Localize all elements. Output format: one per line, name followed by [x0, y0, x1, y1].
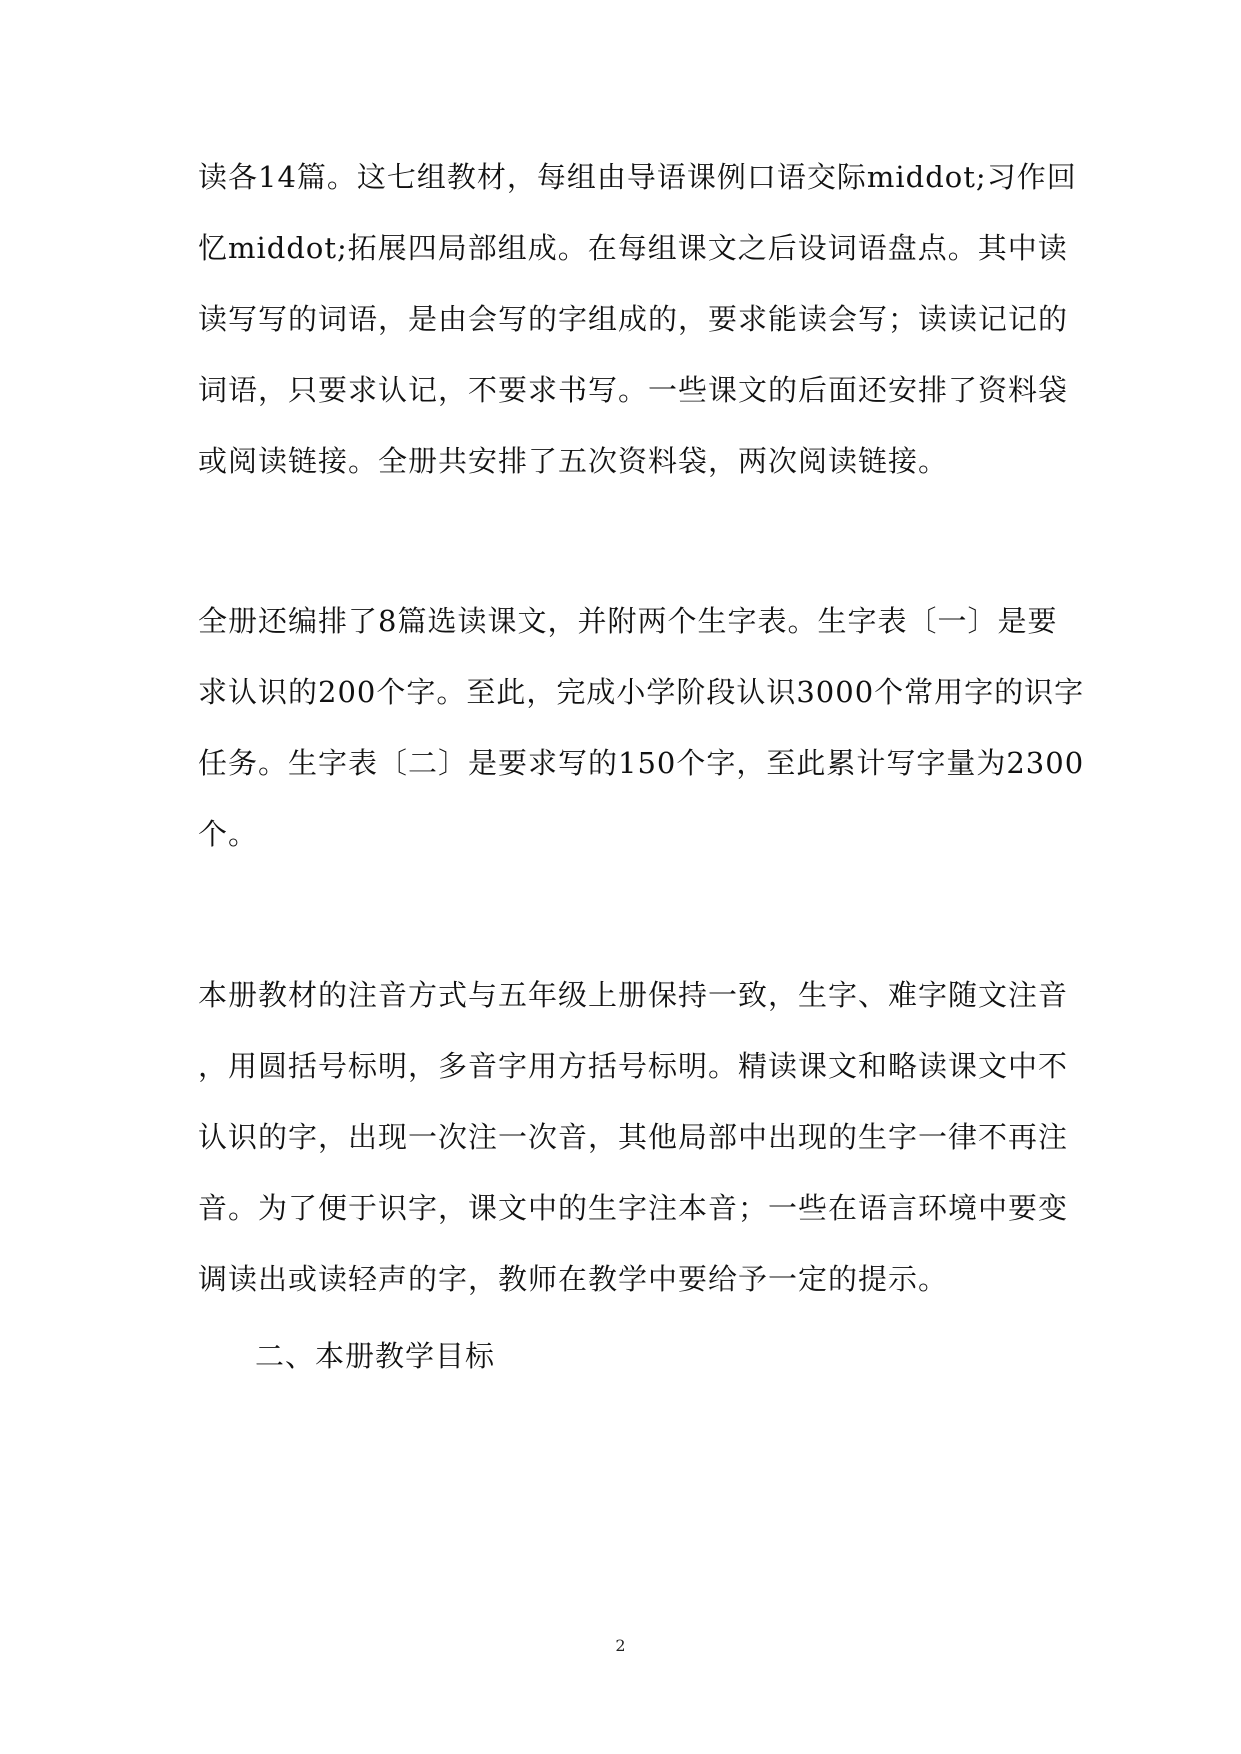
paragraph-3-line-3: 认识的字，出现一次注一次音，其他局部中出现的生字一律不再注 [198, 1120, 1069, 1154]
paragraph-3-line-4: 音。为了便于识字，课文中的生字注本音；一些在语言环境中要变 [198, 1191, 1069, 1225]
paragraph-3-line-1: 本册教材的注音方式与五年级上册保持一致，生字、难字随文注音 [198, 978, 1069, 1012]
page-number: 2 [615, 1636, 626, 1655]
paragraph-1-line-2: 忆middot;拓展四局部组成。在每组课文之后设词语盘点。其中读 [198, 231, 1068, 265]
paragraph-3-line-5: 调读出或读轻声的字，教师在教学中要给予一定的提示。 [198, 1262, 949, 1296]
paragraph-1-line-3: 读写写的词语，是由会写的字组成的，要求能读会写；读读记记的 [198, 302, 1069, 336]
paragraph-1-line-4: 词语，只要求认记，不要求书写。一些课文的后面还安排了资料袋 [198, 373, 1069, 407]
paragraph-2-line-2: 求认识的200个字。至此，完成小学阶段认识3000个常用字的识字 [198, 675, 1085, 709]
paragraph-2-line-1: 全册还编排了8篇选读课文，并附两个生字表。生字表〔一〕是要 [198, 604, 1058, 638]
paragraph-2-line-4: 个。 [198, 817, 259, 851]
section-heading: 二、本册教学目标 [255, 1339, 496, 1373]
paragraph-3-line-2: ，用圆括号标明，多音字用方括号标明。精读课文和略读课文中不 [198, 1049, 1069, 1083]
paragraph-2-line-3: 任务。生字表〔二〕是要求写的150个字，至此累计写字量为2300 [198, 746, 1085, 780]
paragraph-1-line-5: 或阅读链接。全册共安排了五次资料袋，两次阅读链接。 [198, 444, 949, 478]
paragraph-1-line-1: 读各14篇。这七组教材，每组由导语课例口语交际middot;习作回 [198, 160, 1077, 194]
